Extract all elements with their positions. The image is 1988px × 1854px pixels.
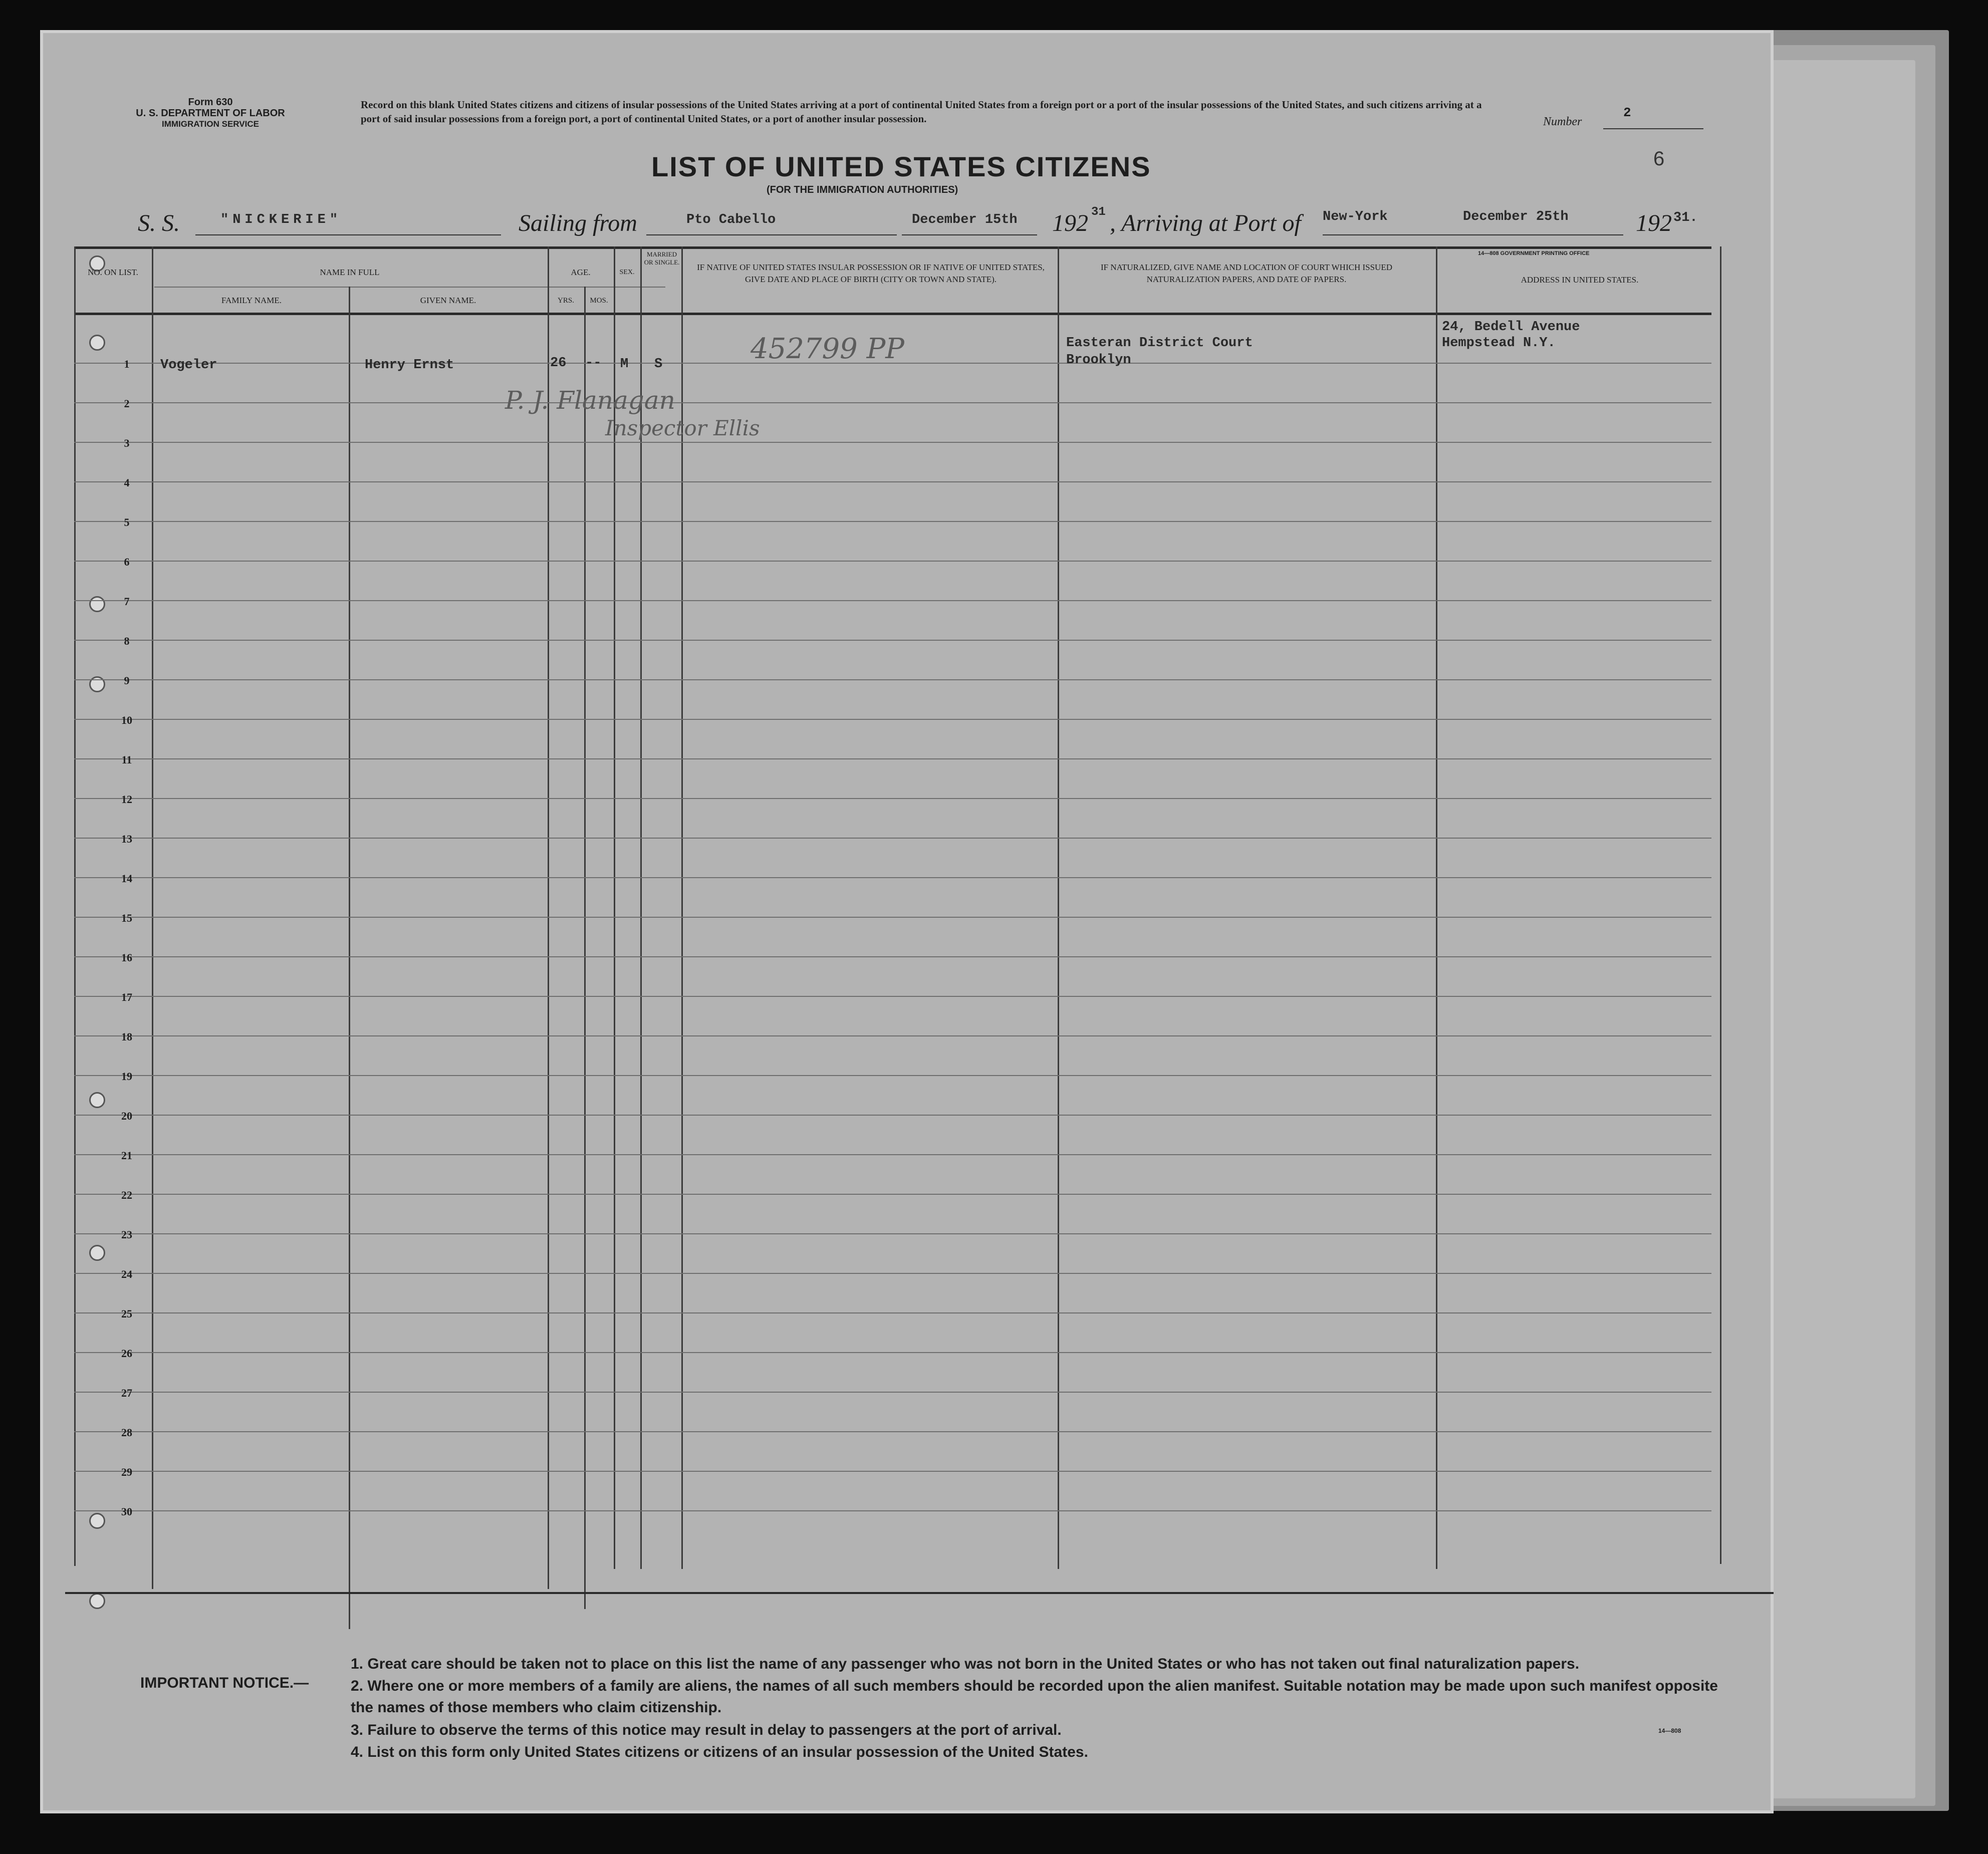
print-code: 14—808	[1658, 1727, 1681, 1734]
notice-lead: IMPORTANT NOTICE.—	[140, 1675, 309, 1691]
column-rule	[1058, 246, 1059, 1569]
column-rule	[1720, 246, 1721, 1564]
arriving-port-underline	[1323, 234, 1623, 235]
column-rule	[681, 246, 683, 1569]
list-number: 2	[1623, 105, 1631, 120]
ship-name: "NICKERIE"	[220, 212, 342, 227]
page-subtitle: (FOR THE IMMIGRATION AUTHORITIES)	[767, 184, 958, 195]
marital-cell: S	[654, 357, 663, 372]
header-married-single: MARRIED OR SINGLE.	[644, 250, 680, 266]
header-family-name: FAMILY NAME.	[221, 296, 282, 305]
row-rule	[74, 1233, 1711, 1234]
header-naturalized: IF NATURALIZED, GIVE NAME AND LOCATION OF COURT WHICH ISSUED NATURALIZATION PAPERS, AND DATE OF PAPERS.	[1100, 262, 1392, 284]
row-rule	[74, 1352, 1711, 1353]
header-age: AGE.	[571, 268, 591, 277]
row-number: 9	[124, 674, 130, 687]
row-number: 11	[121, 753, 132, 766]
row-rule	[74, 1312, 1711, 1313]
row-number: 7	[124, 595, 130, 608]
row-number: 6	[124, 556, 130, 568]
column-rule	[74, 246, 76, 1566]
address-line2-cell: Hempstead N.Y.	[1442, 336, 1556, 351]
header-name-in-full: NAME IN FULL	[320, 268, 380, 277]
row-rule	[74, 996, 1711, 997]
arriving-label: , Arriving at Port of	[1110, 210, 1301, 236]
sailing-from-label: Sailing from	[519, 210, 637, 236]
row-number: 22	[121, 1189, 132, 1201]
row-rule	[74, 838, 1711, 839]
row-rule	[74, 1115, 1711, 1116]
form-identifier	[115, 97, 306, 130]
column-rule	[548, 246, 549, 1589]
row-rule	[74, 1075, 1711, 1076]
row-number: 23	[121, 1228, 132, 1241]
inspector-title: Inspector Ellis	[605, 416, 760, 440]
arrival-date: December 25th	[1463, 209, 1569, 224]
row-number: 10	[121, 714, 132, 726]
service-name: IMMIGRATION SERVICE	[162, 119, 259, 129]
header-address: ADDRESS IN UNITED STATES.	[1521, 275, 1639, 285]
row-number: 12	[121, 793, 132, 806]
row-number: 13	[121, 833, 132, 845]
print-code-top: 14—808 GOVERNMENT PRINTING OFFICE	[1478, 250, 1590, 256]
birth-note-handwritten: 452799 PP	[751, 333, 904, 365]
sailing-date: December 15th	[912, 212, 1018, 227]
row-number: 2	[124, 397, 130, 410]
row-number: 26	[121, 1347, 132, 1360]
row-number: 17	[121, 991, 132, 1003]
column-rule	[152, 246, 153, 1589]
punch-hole	[89, 1593, 105, 1609]
column-rule	[640, 246, 642, 1569]
header-age-yrs: YRS.	[558, 297, 574, 305]
header-sex: SEX.	[619, 269, 635, 276]
page-title: LIST OF UNITED STATES CITIZENS	[651, 151, 1151, 182]
row-number: 19	[121, 1070, 132, 1083]
table-bottom-rule	[65, 1592, 1774, 1594]
row-number: 30	[121, 1505, 132, 1518]
arriving-port: New-York	[1323, 209, 1388, 224]
header-given-name: GIVEN NAME.	[420, 296, 476, 305]
number-label: Number	[1543, 115, 1582, 128]
row-rule	[74, 561, 1711, 562]
row-number: 15	[121, 912, 132, 924]
header-no-on-list: NO. ON LIST.	[88, 268, 138, 277]
row-number: 3	[124, 437, 130, 449]
row-rule	[74, 521, 1711, 522]
form-number: Form 630	[188, 97, 233, 108]
court-line2-cell: Brooklyn	[1066, 353, 1131, 368]
table-top-rule	[74, 246, 1711, 249]
page-mark: 6	[1653, 148, 1665, 170]
notice-item: 2. Where one or more members of a family are aliens, the names of all such members should be recorded upon the alien manifest. Suitable notation may be made upon such manifest opposite the names of those members who claim citizenship.	[351, 1678, 1718, 1716]
row-number: 20	[121, 1110, 132, 1122]
row-rule	[74, 956, 1711, 957]
row-rule	[74, 1392, 1711, 1393]
sailing-from-port: Pto Cabello	[686, 212, 776, 227]
row-number: 16	[121, 951, 132, 964]
year-prefix-2: 192	[1636, 210, 1672, 236]
court-line1-cell: Easteran District Court	[1066, 336, 1253, 351]
year-suffix-1: 31	[1091, 205, 1106, 219]
year-suffix-2: 31.	[1673, 210, 1698, 225]
sailing-date-underline	[902, 234, 1037, 235]
notice-item: 4. List on this form only United States citizens or citizens of an insular possession of the United States.	[351, 1744, 1088, 1760]
passenger-table	[74, 246, 1711, 1566]
year-prefix-1: 192	[1052, 210, 1088, 236]
row-rule	[74, 679, 1711, 680]
department-name: U. S. DEPARTMENT OF LABOR	[136, 108, 285, 119]
row-rule	[74, 600, 1711, 601]
ship-name-underline	[195, 234, 501, 235]
row-number: 25	[121, 1307, 132, 1320]
column-rule	[349, 287, 350, 1629]
sex-cell: M	[620, 357, 629, 372]
row-rule	[74, 481, 1711, 482]
row-rule	[74, 917, 1711, 918]
address-line1-cell: 24, Bedell Avenue	[1442, 320, 1580, 335]
row-number: 4	[124, 476, 130, 489]
row-rule	[74, 1194, 1711, 1195]
row-rule	[74, 640, 1711, 641]
row-number: 21	[121, 1149, 132, 1162]
row-rule	[74, 1154, 1711, 1155]
row-number: 24	[121, 1268, 132, 1280]
header-native: IF NATIVE OF UNITED STATES INSULAR POSSESSION OR IF NATIVE OF UNITED STATES, GIVE DATE AND PLACE OF BIRTH (CITY OR TOWN AND STATE).	[697, 262, 1045, 284]
row-rule	[74, 1273, 1711, 1274]
row-rule	[74, 442, 1711, 443]
record-instructions: Record on this blank United States citizens and citizens of insular possessions of the United States arriving at a port of continental United States from a foreign port or a port of the insular possessions of the United States, and such citizens arriving at a port of said insular possessions from a foreign port, a port of continental United States, or a port of another insular possession.	[361, 99, 1482, 125]
row-rule	[74, 758, 1711, 759]
notice-item: 3. Failure to observe the terms of this notice may result in delay to passengers at the port of arrival.	[351, 1722, 1062, 1738]
row-rule	[74, 1431, 1711, 1432]
age-months-cell: --	[585, 356, 602, 371]
row-number: 18	[121, 1030, 132, 1043]
age-years-cell: 26	[550, 356, 567, 371]
column-rule	[1436, 246, 1437, 1569]
given-name-cell: Henry Ernst	[365, 358, 454, 373]
subheader-rule	[154, 287, 665, 288]
row-rule	[74, 1471, 1711, 1472]
row-rule	[74, 719, 1711, 720]
row-number: 8	[124, 635, 130, 647]
row-rule	[74, 1035, 1711, 1036]
family-name-cell: Vogeler	[160, 358, 217, 373]
row-number: 27	[121, 1387, 132, 1399]
ss-label: S. S.	[138, 210, 180, 236]
number-underline	[1603, 128, 1703, 129]
row-number: 5	[124, 516, 130, 528]
row-number: 28	[121, 1426, 132, 1439]
notice-item: 1. Great care should be taken not to place on this list the name of any passenger who was not born in the United States or who has not taken out final naturalization papers.	[351, 1656, 1580, 1672]
column-rule	[614, 246, 615, 1569]
header-bottom-rule	[74, 313, 1711, 315]
row-rule	[74, 402, 1711, 403]
row-rule	[74, 1510, 1711, 1511]
sailing-from-underline	[646, 234, 897, 235]
row-rule	[74, 798, 1711, 799]
header-age-mos: MOS.	[590, 297, 608, 305]
column-rule	[584, 287, 586, 1609]
inspector-signature: P. J. Flanagan	[505, 386, 675, 415]
row-number: 29	[121, 1466, 132, 1478]
row-rule	[74, 877, 1711, 878]
row-number: 1	[124, 358, 130, 370]
row-number: 14	[121, 872, 132, 885]
